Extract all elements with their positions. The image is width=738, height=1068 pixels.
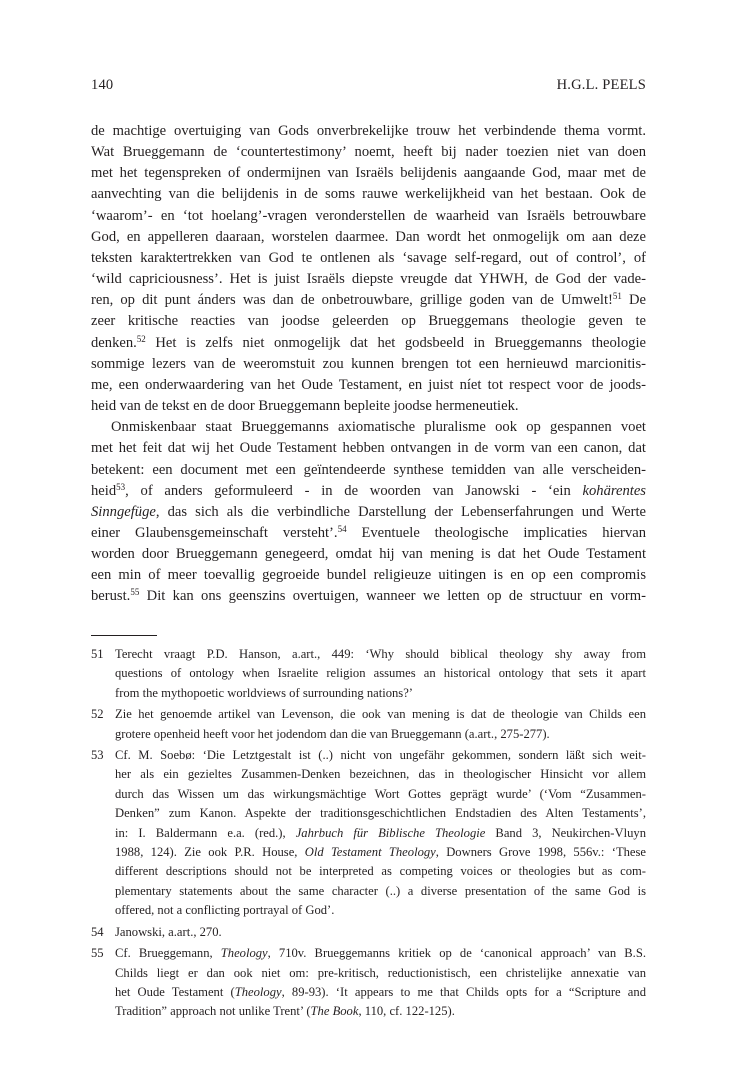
footnote-line: Childs liegt er dan ook niet om: pre-kritisch, reductionistisch, een christelijke annexatie van <box>115 965 646 980</box>
footnote-number: 53 <box>91 748 104 763</box>
footnote-text-fragment: , 89-93). ‘It appears to me that Childs opts for a “Scripture and <box>281 984 646 999</box>
footnote-55 <box>91 944 646 1022</box>
footnote-italic-title: Jahrbuch für Biblische Theologie <box>295 825 486 840</box>
body-text-fragment: Dit kan ons geenszins overtuigen, wanneer we letten op de structuur en vorm- <box>139 588 646 605</box>
body-line: Wat Brueggemann de ‘countertestimony’ noemt, heeft bij nader toezien niet van doen <box>91 144 646 161</box>
footnote-number: 51 <box>91 647 104 661</box>
footnote-italic-title: Theology <box>220 946 268 961</box>
body-text-fragment: , of anders geformuleerd - in de woorden van Janowski - ‘ein <box>125 482 583 499</box>
footnote-line: questions of ontology when Israelite religion assumes an historical ontology that sets it apart <box>115 666 646 681</box>
body-text-fragment: einer Glaubensgemeinschaft versteht’. <box>91 524 338 541</box>
footnote-line <box>115 1002 646 1021</box>
body-italic-fragment: Sinngefüge <box>91 503 156 520</box>
body-line: zeer kritische reacties van joodse geleerden op Brueggemans theologie geven te <box>91 313 646 330</box>
body-line: de machtige overtuiging van Gods onverbrekelijke trouw het verbindende thema vormt. <box>91 123 646 139</box>
body-line <box>91 290 646 311</box>
body-text-fragment: heid <box>91 482 117 499</box>
body-line: me, een onderwaardering van het Oude Testament, en juist níet tot respect voor de joods- <box>91 376 646 393</box>
footnote-52 <box>91 705 646 744</box>
running-header <box>91 77 646 99</box>
footnote-line: Cf. M. Soebø: ‘Die Letztgestalt ist (..) nicht von ungefähr gekommen, sondern läßt sich weit- <box>115 748 646 763</box>
footnote-ref-52[interactable]: 52 <box>136 333 146 344</box>
footnote-number: 55 <box>91 946 104 961</box>
footnote-number: 54 <box>91 924 104 939</box>
footnote-line: Terecht vraagt P.D. Hanson, a.art., 449: ‘Why should biblical theology shy away from <box>115 647 646 661</box>
body-text-fragment: Eventuele theologische implicaties hiervan <box>346 524 646 541</box>
footnote-line: different descriptions should not be interpreted as competing voices or theologies but as com- <box>115 864 646 879</box>
body-line: God, en appelleren daaraan, worstelen daarmee. Dan wordt het onmogelijk om aan deze <box>91 228 646 245</box>
body-line: een min of meer toevallig gegroeide bundel religieuze uitingen is en op een compromis <box>91 567 646 584</box>
running-head-author: H.G.L. PEELS <box>556 77 646 93</box>
footnote-line: from the mythopoetic worldviews of surrounding nations?’ <box>115 685 413 700</box>
body-line <box>91 502 646 523</box>
footnote-line <box>115 824 646 843</box>
footnote-text-fragment: in: I. Baldermann e.a. (red.), <box>115 825 296 840</box>
body-text-fragment: denken. <box>91 334 137 351</box>
footnote-line: Janowski, a.art., 270. <box>115 924 222 939</box>
body-line <box>91 481 646 502</box>
body-text-fragment: ren, op dit punt ánders was dan de onbetrouwbare, grillige goden van de Umwelt! <box>91 292 613 309</box>
body-text-fragment: , das sich als die verbindliche Darstellung der Lebenserfahrungen und Werte <box>155 503 646 520</box>
footnote-italic-title: The Book <box>310 1004 359 1019</box>
footnote-51 <box>91 645 646 703</box>
body-line: betekent: een document met een geïntendeerde synthese temidden van alle verscheiden- <box>91 461 646 478</box>
footnote-text-fragment: het Oude Testament ( <box>115 984 235 999</box>
footnote-line: Zie het genoemde artikel van Levenson, die ook van mening is dat de theologie van Childs een <box>115 707 646 722</box>
footnote-text-fragment: Band 3, Neukirchen-Vluyn <box>485 825 646 840</box>
body-line: Onmiskenbaar staat Brueggemanns axiomatische pluralisme ook op gespannen voet <box>111 419 646 436</box>
footnote-line <box>115 843 646 862</box>
footnote-line: offered, not a conflicting portrayal of God’. <box>115 903 335 918</box>
footnote-line: grotere openheid heeft voor het jodendom dan die van Brueggemann (a.art., 275-277). <box>115 726 550 741</box>
body-line: worden door Brueggemann genegeerd, omdat hij van mening is dat het Oude Testament <box>91 546 646 563</box>
body-line <box>91 523 646 544</box>
footnote-line: her als ein gezieltes Zusammen-Denken bezeichnen, das in theologischer Hinsicht vor allem <box>115 767 646 782</box>
footnote-text-fragment: 1988, 124). Zie ook P.R. House, <box>115 845 305 860</box>
body-text-fragment: Het is zelfs niet onmogelijk dat het godsbeeld in Brueggemanns theologie <box>145 334 646 351</box>
footnote-54 <box>91 923 646 942</box>
footnote-text-fragment: , 710v. Brueggemanns kritiek op de ‘canonical approach’ van B.S. <box>267 946 646 961</box>
body-text-fragment: De <box>621 292 646 309</box>
body-line: met het tegenspreken of ondermijnen van Israëls belijdenis aangaande God, maar met de <box>91 165 646 182</box>
footnote-italic-title: Old Testament Theology <box>304 845 436 860</box>
footnote-number: 52 <box>91 707 104 722</box>
footnotes <box>91 645 646 1024</box>
footnote-line <box>115 944 646 963</box>
footnote-53 <box>91 746 646 921</box>
page-number: 140 <box>91 77 114 93</box>
body-text <box>91 121 646 608</box>
body-line <box>91 586 646 607</box>
body-line: teksten karaktertrekken van God te ontlenen als ‘savage self-regard, out of control’, of <box>91 249 646 266</box>
footnote-text-fragment: Tradition” approach not unlike Trent’ ( <box>115 1004 311 1019</box>
body-line: heid van de tekst en de door Brueggemann bepleite joodse hermeneutiek. <box>91 398 519 415</box>
body-line <box>91 333 646 354</box>
footnote-line: durch das Wissen um das wirkungsmächtige Wort Gottes geprägt wurde’ (‘Vom “Zusammen- <box>115 786 646 801</box>
body-line: ‘waarom’- en ‘tot hoelang’-vragen veronderstellen de waarheid van Israëls betrouwbare <box>91 207 646 224</box>
footnote-line: Denken” zum Kanon. Aspekte der traditionsgeschichtlichen Endstadien des Alten Testaments’, <box>115 806 646 821</box>
footnote-ref-54[interactable]: 54 <box>337 523 347 534</box>
footnote-ref-53[interactable]: 53 <box>116 481 126 492</box>
footnote-line: plementary statements about the same character (..) a diverse presentation of the same God is <box>115 883 646 898</box>
footnote-italic-title: Theology <box>234 984 282 999</box>
body-text-fragment: berust. <box>91 588 131 605</box>
body-line: sommige lezers van de weeromstuit zou kunnen brengen tot een hernieuwd marcionitis- <box>91 355 646 372</box>
footnote-line <box>115 983 646 1002</box>
footnote-separator <box>91 635 157 636</box>
body-line: ‘wild capriciousness’. Het is juist Israëls diepste vreugde dat YHWH, de God der vade- <box>91 271 646 288</box>
footnote-text-fragment: , 110, cf. 122-125). <box>358 1004 455 1019</box>
footnote-ref-51[interactable]: 51 <box>612 291 622 302</box>
footnote-text-fragment: Cf. Brueggemann, <box>115 946 221 961</box>
footnote-ref-55[interactable]: 55 <box>130 587 140 598</box>
body-line: aanvechting van die belijdenis in de soms rauwe werkelijkheid van het bestaan. Ook de <box>91 186 646 203</box>
body-line: met het feit dat wij het Oude Testament hebben ontvangen in de vorm van een canon, dat <box>91 440 646 457</box>
footnote-text-fragment: , Downers Grove 1998, 556v.: ‘These <box>435 845 647 860</box>
body-italic-fragment: kohärentes <box>582 482 646 499</box>
